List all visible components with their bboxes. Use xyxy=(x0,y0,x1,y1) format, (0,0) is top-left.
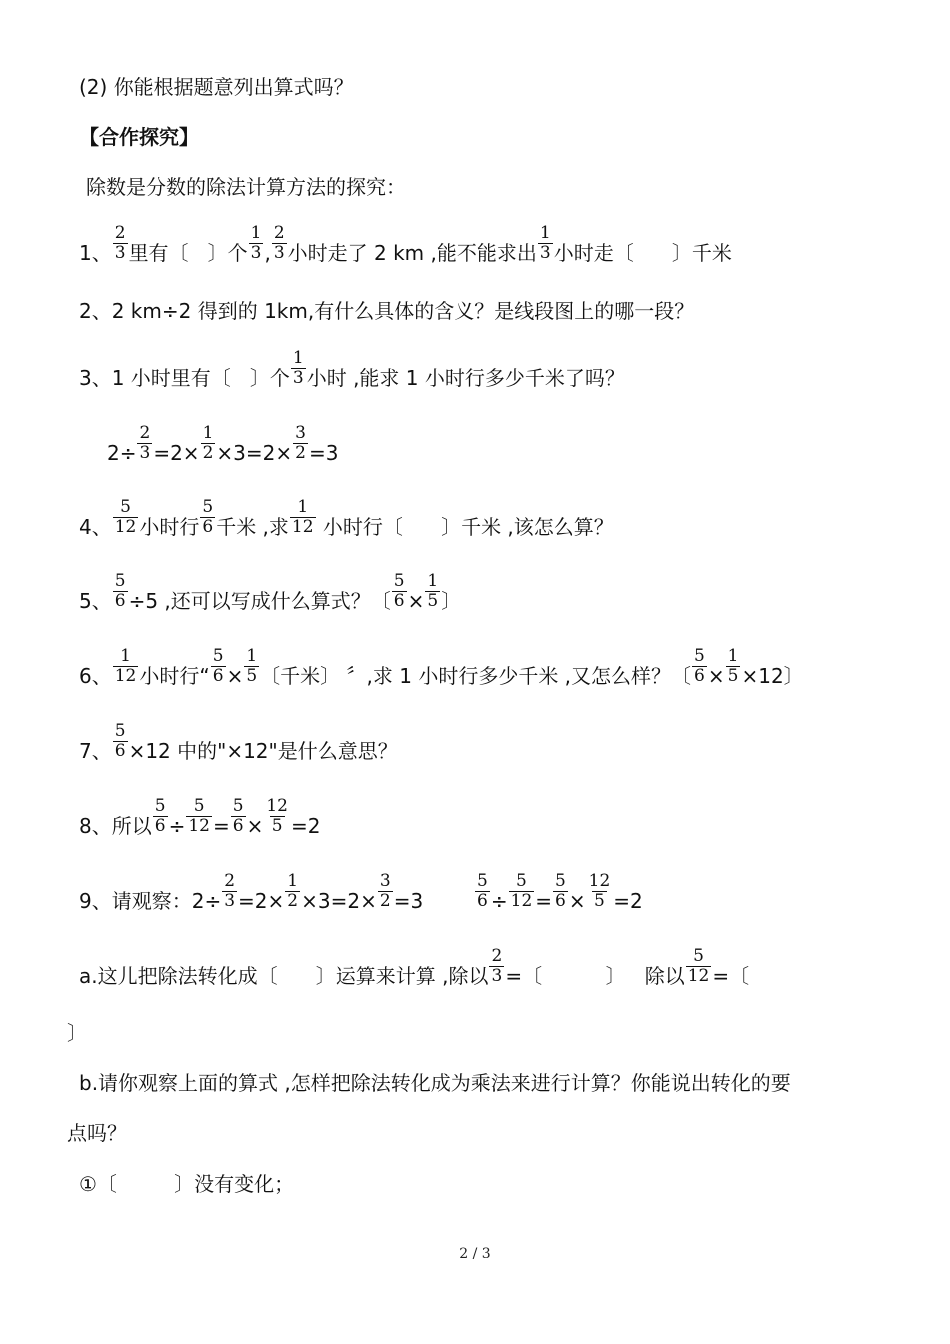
fraction-numerator: 5 xyxy=(555,871,566,891)
fraction-numerator: 1 xyxy=(297,497,309,517)
fraction-numerator: 5 xyxy=(516,871,527,891)
text-line-8 xyxy=(79,497,614,539)
fraction-numerator: 5 xyxy=(212,646,224,666)
text-line-6 xyxy=(79,348,625,390)
text-segment: a.这儿把除法转化成〔 〕运算来计算 ,除以 xyxy=(79,964,489,988)
fraction xyxy=(201,424,216,463)
fraction-denominator: 3 xyxy=(292,368,304,388)
fraction xyxy=(113,647,139,686)
fraction xyxy=(137,424,152,463)
fraction-numerator: 5 xyxy=(393,571,405,591)
text-segment: 5、 xyxy=(79,589,112,613)
fraction-denominator: 5 xyxy=(427,591,439,611)
fraction xyxy=(211,647,226,686)
fraction-denominator: 12 xyxy=(687,966,710,986)
fraction-denominator: 6 xyxy=(694,666,705,686)
text-segment: b.请你观察上面的算式 ,怎样把除法转化成为乘法来进行计算？你能说出转化的要 xyxy=(79,1071,791,1095)
text-line-3 xyxy=(86,175,406,199)
fraction xyxy=(291,349,306,388)
fraction-denominator: 5 xyxy=(271,816,283,836)
text-segment: = xyxy=(212,814,230,838)
text-segment: 1、 xyxy=(79,241,112,265)
text-segment: =2 xyxy=(290,814,321,838)
fraction-numerator: 1 xyxy=(292,348,304,368)
fraction xyxy=(113,224,128,263)
fraction xyxy=(186,797,212,836)
text-segment: =〔 xyxy=(712,964,750,988)
fraction-denominator: 6 xyxy=(212,666,224,686)
fraction xyxy=(113,572,128,611)
fraction-numerator: 3 xyxy=(295,423,306,443)
fraction xyxy=(726,647,741,686)
fraction-denominator: 2 xyxy=(379,891,391,911)
text-segment: ×12 中的"×12"是什么意思？ xyxy=(128,739,398,763)
fraction-denominator: 3 xyxy=(539,243,551,263)
fraction-denominator: 12 xyxy=(188,816,210,836)
fraction-numerator: 5 xyxy=(114,721,126,741)
fraction-denominator: 6 xyxy=(154,816,166,836)
text-segment: =2× xyxy=(238,889,285,913)
fraction-denominator: 3 xyxy=(273,243,285,263)
fraction-numerator: 12 xyxy=(588,871,611,891)
fraction-numerator: 1 xyxy=(427,571,439,591)
text-line-11 xyxy=(79,721,398,763)
fraction xyxy=(264,797,290,836)
text-segment: =3 xyxy=(308,441,339,465)
fraction-numerator: 5 xyxy=(694,646,705,666)
text-segment: =3 xyxy=(393,889,475,913)
fraction-denominator: 5 xyxy=(246,666,258,686)
text-segment: 3、1 小时里有〔 〕个 xyxy=(79,366,290,390)
fraction-numerator: 5 xyxy=(193,796,205,816)
fraction-numerator: 5 xyxy=(120,497,131,517)
text-segment: ×12〕 xyxy=(741,664,804,688)
fraction xyxy=(293,424,308,463)
fraction-denominator: 3 xyxy=(114,243,126,263)
fraction xyxy=(113,498,139,537)
fraction xyxy=(113,722,128,761)
text-segment: 6、 xyxy=(79,664,112,688)
fraction-denominator: 3 xyxy=(139,443,151,463)
text-line-7 xyxy=(107,423,339,465)
text-segment: × xyxy=(568,889,586,913)
fraction xyxy=(489,947,504,986)
fraction xyxy=(231,797,246,836)
text-segment: ÷ xyxy=(490,889,508,913)
text-segment: ×3=2× xyxy=(301,889,377,913)
text-line-18 xyxy=(79,1172,294,1196)
fraction-denominator: 6 xyxy=(114,591,126,611)
text-segment: (2) 你能根据题意列出算式吗？ xyxy=(79,75,354,99)
fraction-numerator: 12 xyxy=(266,796,288,816)
text-segment: ÷5 ,还可以写成什么算式？〔 xyxy=(128,589,391,613)
text-line-12 xyxy=(79,796,321,838)
fraction-denominator: 2 xyxy=(295,443,306,463)
fraction-denominator: 12 xyxy=(510,891,533,911)
fraction xyxy=(686,947,712,986)
text-line-15 xyxy=(67,1021,87,1045)
text-segment: , xyxy=(264,241,271,265)
fraction-denominator: 12 xyxy=(291,517,314,537)
fraction-denominator: 2 xyxy=(287,891,299,911)
fraction xyxy=(290,498,316,537)
fraction-denominator: 5 xyxy=(727,666,739,686)
fraction-numerator: 2 xyxy=(273,223,285,243)
text-line-1 xyxy=(79,75,354,99)
text-line-2 xyxy=(79,125,199,149)
text-segment: 2÷ xyxy=(107,441,137,465)
fraction xyxy=(553,872,568,911)
fraction xyxy=(249,224,264,263)
text-line-9 xyxy=(79,571,462,613)
fraction-numerator: 1 xyxy=(202,423,214,443)
text-segment: 点吗？ xyxy=(67,1121,127,1145)
fraction-numerator: 5 xyxy=(232,796,244,816)
text-line-4 xyxy=(79,223,732,265)
fraction-numerator: 5 xyxy=(154,796,166,816)
text-segment: 小时走了 2 km ,能不能求出 xyxy=(287,241,537,265)
text-segment: × xyxy=(226,664,244,688)
fraction-denominator: 12 xyxy=(114,666,137,686)
text-segment: =〔 〕 除以 xyxy=(505,964,685,988)
text-segment: = xyxy=(535,889,553,913)
fraction-denominator: 2 xyxy=(202,443,214,463)
text-line-14 xyxy=(79,946,750,988)
text-segment: 小时 ,能求 1 小时行多少千米了吗？ xyxy=(306,366,625,390)
fraction xyxy=(153,797,168,836)
text-segment: ①〔 〕没有变化； xyxy=(79,1172,295,1196)
fraction-denominator: 3 xyxy=(491,966,503,986)
fraction xyxy=(587,872,613,911)
text-segment: ÷ xyxy=(168,814,186,838)
fraction-numerator: 5 xyxy=(477,871,488,891)
fraction-numerator: 1 xyxy=(539,223,551,243)
text-segment: 小时行 xyxy=(139,515,200,539)
fraction-numerator: 1 xyxy=(287,871,299,891)
text-segment: 小时走〔 〕千米 xyxy=(553,241,732,265)
text-segment: 7、 xyxy=(79,739,112,763)
text-segment: 〕 xyxy=(441,589,462,613)
fraction-denominator: 6 xyxy=(393,591,405,611)
fraction xyxy=(475,872,490,911)
page-number: 2 / 3 xyxy=(459,1246,491,1262)
fraction-denominator: 3 xyxy=(250,243,262,263)
fraction xyxy=(692,647,707,686)
fraction xyxy=(272,224,287,263)
fraction-numerator: 5 xyxy=(202,497,214,517)
text-line-13 xyxy=(79,871,643,913)
fraction-numerator: 2 xyxy=(224,871,236,891)
fraction-denominator: 6 xyxy=(477,891,488,911)
fraction-numerator: 1 xyxy=(250,223,262,243)
text-segment: 4、 xyxy=(79,515,112,539)
text-segment: 【合作探究】 xyxy=(79,125,199,149)
fraction-denominator: 6 xyxy=(555,891,566,911)
text-segment: × xyxy=(407,589,425,613)
fraction xyxy=(509,872,535,911)
fraction-denominator: 6 xyxy=(232,816,244,836)
fraction-numerator: 1 xyxy=(120,646,131,666)
text-segment: 8、所以 xyxy=(79,814,152,838)
text-line-16 xyxy=(79,1071,791,1095)
fraction-numerator: 2 xyxy=(491,946,503,966)
text-segment: 〕 xyxy=(67,1021,87,1045)
fraction-numerator: 1 xyxy=(246,646,258,666)
text-segment: 小时行〔 〕千米 ,该怎么算？ xyxy=(316,515,614,539)
text-segment: ×3=2× xyxy=(216,441,293,465)
fraction-numerator: 3 xyxy=(379,871,391,891)
fraction-numerator: 1 xyxy=(727,646,739,666)
fraction-denominator: 5 xyxy=(594,891,605,911)
text-segment: 千米 ,求 xyxy=(216,515,289,539)
fraction-numerator: 5 xyxy=(693,946,704,966)
fraction xyxy=(222,872,237,911)
fraction xyxy=(392,572,407,611)
fraction xyxy=(285,872,300,911)
fraction xyxy=(378,872,393,911)
fraction xyxy=(244,647,259,686)
text-segment: 〔千米〕 〞,求 1 小时行多少千米 ,又怎么样？〔 xyxy=(260,664,692,688)
text-segment: 9、请观察：2÷ xyxy=(79,889,222,913)
fraction-numerator: 5 xyxy=(114,571,126,591)
fraction xyxy=(538,224,553,263)
fraction xyxy=(425,572,440,611)
text-segment: 小时行“ xyxy=(139,664,210,688)
text-line-5 xyxy=(79,299,694,323)
fraction-denominator: 6 xyxy=(114,741,126,761)
text-segment: 里有〔 〕个 xyxy=(128,241,248,265)
text-line-10 xyxy=(79,646,804,688)
fraction-numerator: 2 xyxy=(114,223,126,243)
text-segment: × xyxy=(707,664,725,688)
text-segment: 除数是分数的除法计算方法的探究： xyxy=(86,175,406,199)
fraction xyxy=(200,498,215,537)
text-segment: =2× xyxy=(153,441,200,465)
fraction-denominator: 12 xyxy=(114,517,137,537)
text-segment: 2、2 km÷2 得到的 1km,有什么具体的含义？是线段图上的哪一段？ xyxy=(79,299,695,323)
text-segment: =2 xyxy=(613,889,643,913)
fraction-numerator: 2 xyxy=(139,423,151,443)
fraction-denominator: 3 xyxy=(224,891,236,911)
text-line-17 xyxy=(67,1121,127,1145)
text-segment: × xyxy=(246,814,264,838)
fraction-denominator: 6 xyxy=(202,517,214,537)
